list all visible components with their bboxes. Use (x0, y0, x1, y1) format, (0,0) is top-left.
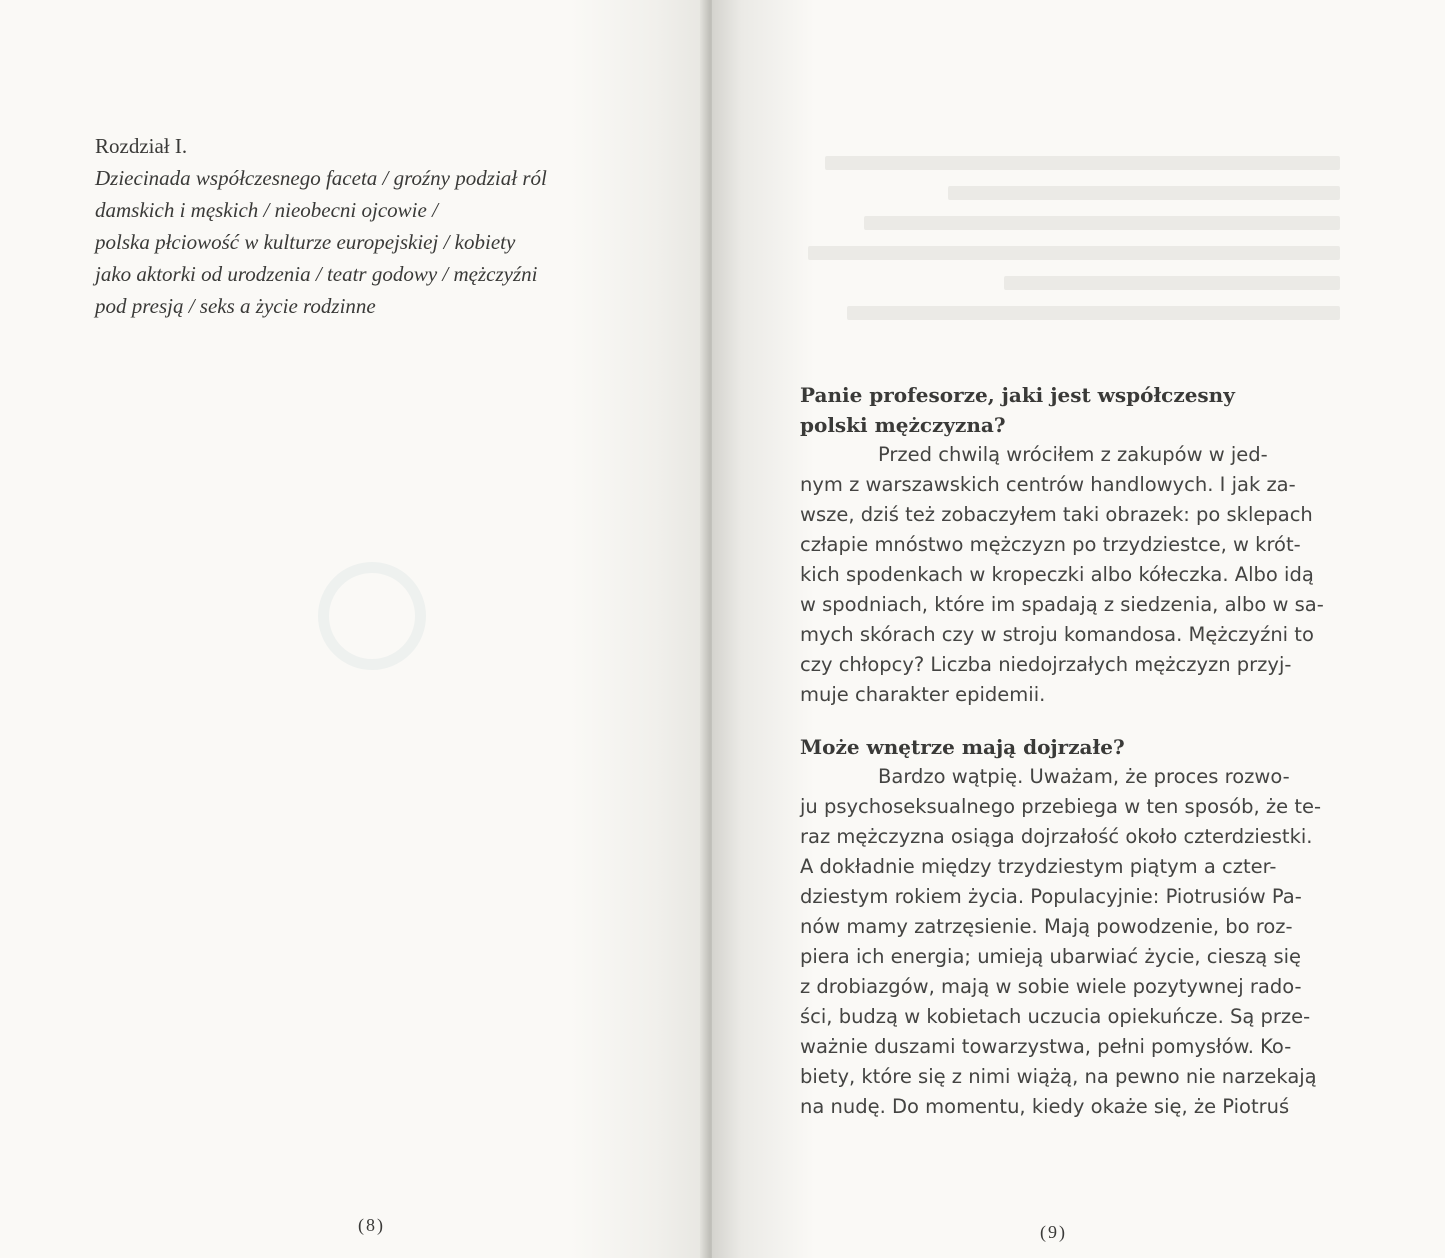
answer-1: Przed chwilą wróciłem z zakupów w jed- nym z warszawskich centrów handlowych. I jak za- wsze, dziś też zobaczyłem taki obrazek: po sklepach człapie mnóstwo mężczyzn po trzydziestce, w krót- kich spodenkach w kropeczki albo kółeczka. Albo idą w spodniach, które im spadają z siedzenia, albo w sa- mych skórach czy w stroju komandosa. Mężczyźni to czy chłopcy? Liczba niedojrzałych mężczyzn przyj- muje charakter epidemii. (800, 443, 1324, 706)
answer-2: Bardzo wątpię. Uważam, że proces rozwo- ju psychoseksualnego przebiega w ten sposób, że te- raz mężczyzna osiąga dojrzałość około czterdziestki. A dokładnie między trzydziestym piątym a czter- dziestym rokiem życia. Populacyjnie: Piotrusiów Pa- nów mamy zatrzęsienie. Mają powodzenie, bo roz- piera ich energia; umieją ubarwiać życie, cieszą się z drobiazgów, mają w sobie wiele pozytywnej rado- ści, budzą w kobietach uczucia opiekuńcze. Są prze- ważnie duszami towarzystwa, pełni pomysłów. Ko- biety, które się z nimi wiążą, na pewno nie narzekają na nudę. Do momentu, kiedy okaże się, że Piotruś (800, 765, 1321, 1118)
show-through-circle (318, 562, 426, 670)
question-1: Panie profesorze, jaki jest współczesny polski mężczyzna? (800, 383, 1235, 437)
page-number-right: (9) (1040, 1222, 1067, 1242)
left-page (0, 0, 712, 1258)
chapter-heading (95, 130, 595, 322)
interview-text (800, 380, 1340, 1122)
chapter-title: Rozdział I. (95, 134, 188, 158)
page-number-left: (8) (358, 1215, 385, 1235)
chapter-subtitle: Dziecinada współczesnego faceta / groźny podział ról damskich i męskich / nieobecni ojcowie / polska płciowość w kulturze europejskiej / kobiety jako aktorki od urodzenia / teatr godowy / mężczyźni pod presją / seks a życie rodzinne (95, 166, 547, 318)
question-2: Może wnętrze mają dojrzałe? (800, 735, 1125, 759)
show-through-text (780, 140, 1340, 370)
